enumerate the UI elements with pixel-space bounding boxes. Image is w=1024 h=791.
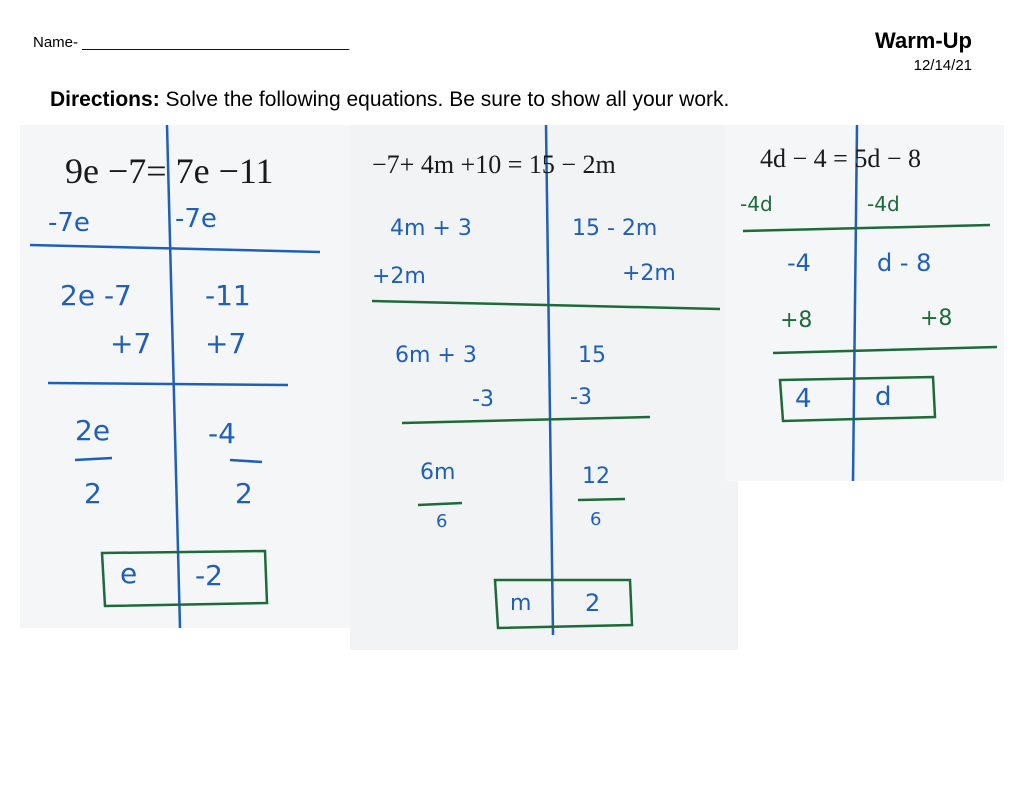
answer-left: e (120, 557, 138, 590)
step-left: 6m + 3 (395, 343, 477, 368)
divider-line (853, 125, 857, 481)
rule-line (773, 347, 997, 353)
directions-body: Solve the following equations. Be sure to show all your work. (159, 88, 730, 111)
directions-label: Directions: (50, 88, 160, 111)
equation: 4d − 4 = 5d − 8 (760, 144, 921, 173)
problem-1-work (20, 125, 350, 628)
equation: −7+ 4m +10 = 15 − 2m (372, 150, 616, 179)
step-right: -7e (175, 204, 217, 234)
fraction-numerator: -4 (208, 417, 236, 450)
answer-right: -2 (195, 559, 223, 592)
step-right: -3 (570, 385, 592, 410)
step-left: +8 (780, 308, 813, 333)
problem-1-photo (20, 125, 350, 628)
step-left: -4 (787, 249, 811, 277)
directions-text (50, 88, 729, 112)
rule-line (48, 383, 288, 385)
problem-2-work (350, 125, 738, 650)
problem-3-photo (725, 125, 1004, 481)
fraction-bar (578, 499, 625, 500)
step-right: 15 - 2m (572, 216, 658, 241)
step-left: -3 (472, 387, 494, 412)
fraction-numerator: 12 (582, 464, 610, 489)
step-right: +7 (205, 327, 247, 360)
answer-left: m (510, 591, 532, 616)
name-field-label: Name- ________________________________ (33, 34, 350, 51)
step-left: -4d (740, 192, 773, 216)
step-right: -4d (867, 192, 900, 216)
rule-line (743, 225, 990, 231)
equation: 9e −7= 7e −11 (65, 151, 274, 191)
rule-line (402, 417, 650, 423)
step-left: -7e (48, 208, 90, 238)
step-left: 2e -7 (60, 279, 132, 312)
page-title: Warm-Up (875, 28, 972, 53)
rule-line (372, 301, 720, 309)
problem-2-photo (350, 125, 738, 650)
rule-line (30, 245, 320, 252)
answer-left: 4 (795, 384, 812, 414)
fraction-denominator: 6 (436, 511, 448, 532)
fraction-numerator: 6m (420, 460, 456, 485)
date-label: 12/14/21 (913, 57, 972, 74)
step-right: 15 (578, 343, 606, 368)
fraction-denominator: 6 (590, 509, 602, 530)
answer-right: 2 (585, 589, 601, 617)
fraction-denominator: 2 (84, 477, 102, 510)
fraction-bar (75, 458, 112, 460)
answer-right: d (875, 382, 892, 412)
step-right: +8 (920, 306, 953, 331)
step-left: 4m + 3 (390, 216, 472, 241)
step-right: -11 (205, 279, 251, 312)
step-left: +2m (372, 264, 426, 289)
fraction-bar (230, 460, 262, 462)
fraction-bar (418, 503, 462, 505)
fraction-numerator: 2e (75, 414, 111, 447)
problem-3-work (725, 125, 1004, 481)
step-right: +2m (622, 261, 676, 286)
divider-line (546, 125, 553, 635)
step-left: +7 (110, 327, 152, 360)
fraction-denominator: 2 (235, 477, 253, 510)
step-right: d - 8 (877, 249, 932, 277)
